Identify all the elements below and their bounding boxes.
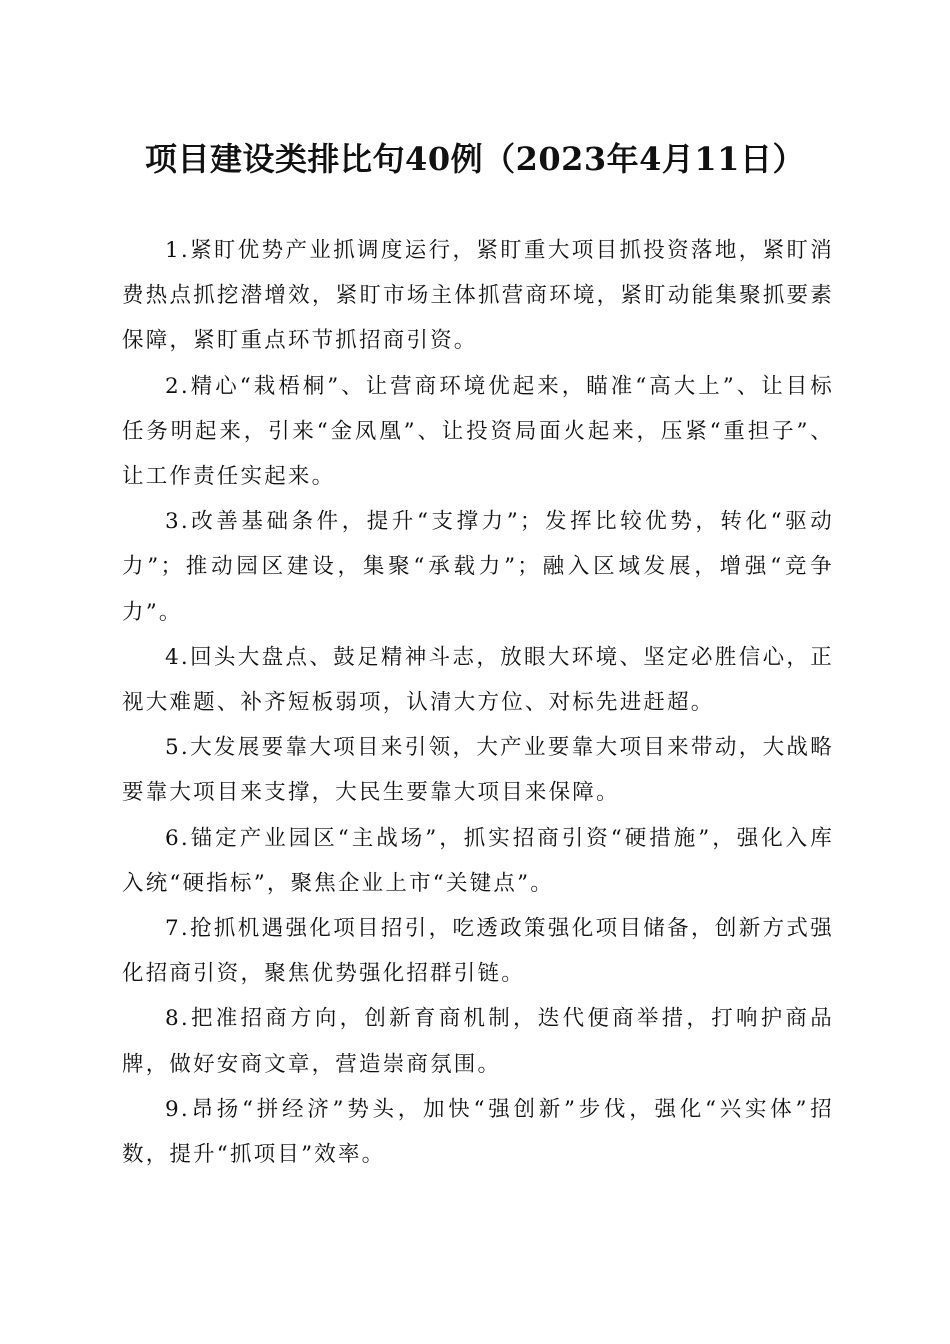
paragraph-3: 3.改善基础条件，提升“支撑力”；发挥比较优势，转化“驱动力”；推动园区建设，集聚“承载力”；融入区域发展，增强“竞争力”。 (122, 509, 834, 625)
paragraph-1: 1.紧盯优势产业抓调度运行，紧盯重大项目抓投资落地，紧盯消费热点抓挖潜增效，紧盯市场主体抓营商环境，紧盯动能集聚抓要素保障，紧盯重点环节抓招商引资。 (122, 238, 834, 354)
paragraph-5: 5.大发展要靠大项目来引领，大产业要靠大项目来带动，大战略要靠大项目来支撑，大民生要靠大项目来保障。 (122, 735, 834, 806)
paragraph-6: 6.锚定产业园区“主战场”，抓实招商引资“硬措施”，强化入库入统“硬指标”，聚焦企业上市“关键点”。 (122, 825, 834, 896)
paragraph-4: 4.回头大盘点、鼓足精神斗志，放眼大环境、坚定必胜信心，正视大难题、补齐短板弱项，认清大方位、对标先进赶超。 (122, 644, 834, 716)
paragraph-8: 8.把准招商方向，创新育商机制，迭代便商举措，打响护商品牌，做好安商文章，营造崇商氛围。 (122, 1006, 834, 1077)
paragraph-7: 7.抢抓机遇强化项目招引，吃透政策强化项目储备，创新方式强化招商引资，聚焦优势强化招群引链。 (122, 916, 834, 987)
paragraph-2: 2.精心“栽梧桐”、让营商环境优起来，瞄准“高大上”、让目标任务明起来，引来“金凤凰”、让投资局面火起来，压紧“重担子”、让工作责任实起来。 (122, 373, 834, 490)
document-title: 项目建设类排比句40例（2023年4月11日） (145, 140, 805, 178)
paragraph-9: 9.昂扬“拼经济”势头，加快“强创新”步伐，强化“兴实体”招数，提升“抓项目”效率。 (122, 1096, 834, 1168)
document-body (122, 228, 834, 1177)
